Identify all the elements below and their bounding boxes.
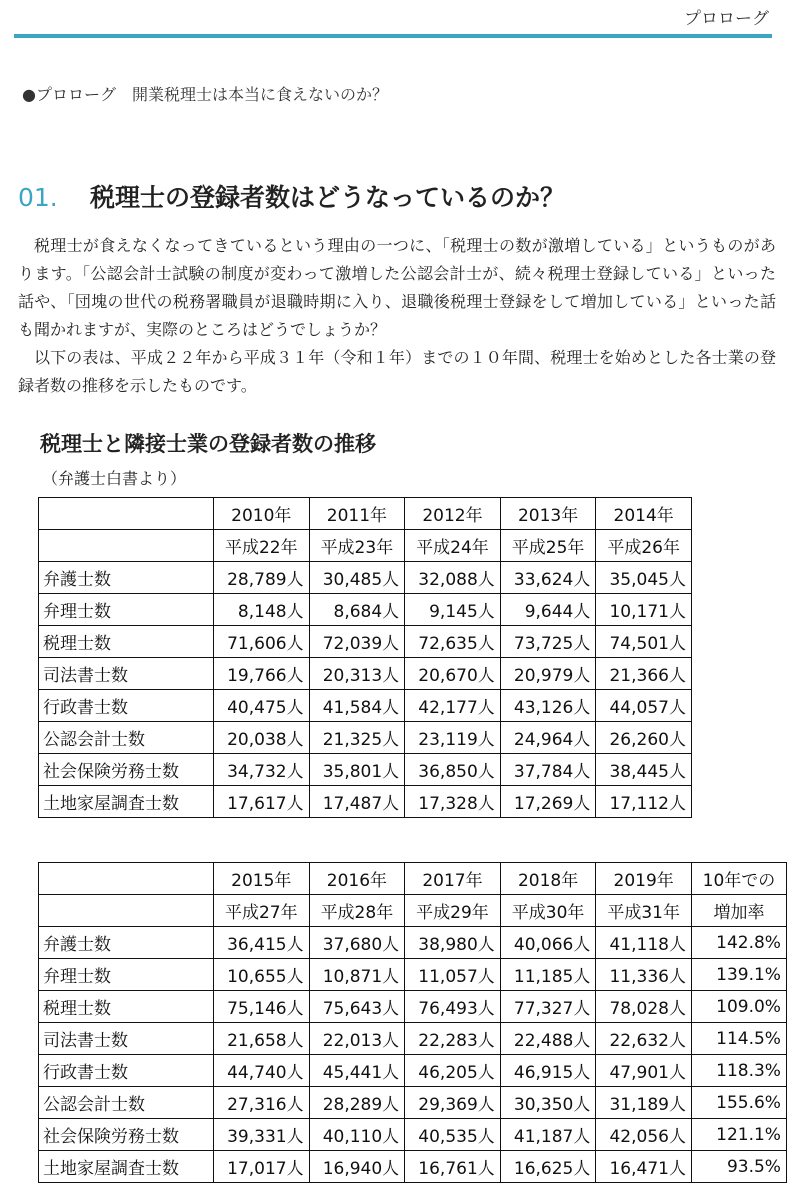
year-header-cell: 2019年 (596, 863, 692, 895)
table-row (39, 690, 692, 722)
section-number: 01. (18, 183, 58, 212)
year-header-cell: 2014年 (596, 498, 692, 530)
table-cell: 38,980人 (405, 927, 501, 959)
table-cell: 30,485人 (309, 562, 405, 594)
table-cell: 44,057人 (596, 690, 692, 722)
table-row (39, 658, 692, 690)
table-cell: 11,336人 (596, 959, 692, 991)
rate-header-cell: 増加率 (691, 895, 786, 927)
table-cell: 22,283人 (405, 1023, 501, 1055)
table-cell: 9,145人 (405, 594, 501, 626)
table-cell: 17,328人 (405, 786, 501, 818)
table-cell: 46,915人 (500, 1055, 596, 1087)
table-cell: 22,632人 (596, 1023, 692, 1055)
table-cell: 11,185人 (500, 959, 596, 991)
year-header-cell: 2017年 (405, 863, 501, 895)
table-cell: 75,146人 (214, 991, 310, 1023)
table-row (39, 626, 692, 658)
era-header-cell: 平成23年 (309, 530, 405, 562)
table-cell: 75,643人 (309, 991, 405, 1023)
year-header-cell: 2013年 (500, 498, 596, 530)
table-cell: 22,013人 (309, 1023, 405, 1055)
table-cell: 71,606人 (214, 626, 310, 658)
header-corner-cell (39, 530, 214, 562)
table-cell: 42,177人 (405, 690, 501, 722)
table-cell: 76,493人 (405, 991, 501, 1023)
table-cell: 72,635人 (405, 626, 501, 658)
table-row (39, 1151, 787, 1183)
table-cell: 30,350人 (500, 1087, 596, 1119)
table-cell: 11,057人 (405, 959, 501, 991)
table-cell: 16,625人 (500, 1151, 596, 1183)
header-divider (14, 34, 772, 38)
registrants-table-2010-2014 (38, 497, 692, 818)
table-cell: 21,325人 (309, 722, 405, 754)
table-cell: 16,761人 (405, 1151, 501, 1183)
row-label: 土地家屋調査士数 (39, 1151, 214, 1183)
table-cell: 33,624人 (500, 562, 596, 594)
table-cell: 45,441人 (309, 1055, 405, 1087)
year-header-cell: 2011年 (309, 498, 405, 530)
row-label: 弁理士数 (39, 594, 214, 626)
table-cell: 17,112人 (596, 786, 692, 818)
table-cell: 23,119人 (405, 722, 501, 754)
era-header-row (39, 530, 692, 562)
table-cell: 36,415人 (214, 927, 310, 959)
table-cell: 20,313人 (309, 658, 405, 690)
table-cell: 44,740人 (214, 1055, 310, 1087)
table-title: 税理士と隣接士業の登録者数の推移 (40, 432, 376, 456)
era-header-cell: 平成27年 (214, 895, 310, 927)
row-label: 税理士数 (39, 991, 214, 1023)
table-row (39, 1119, 787, 1151)
row-label: 行政書士数 (39, 1055, 214, 1087)
table-cell: 17,017人 (214, 1151, 310, 1183)
table-cell: 24,964人 (500, 722, 596, 754)
header-label: プロローグ (684, 9, 769, 29)
table-cell: 73,725人 (500, 626, 596, 658)
era-header-cell: 平成26年 (596, 530, 692, 562)
row-label: 司法書士数 (39, 658, 214, 690)
table-cell: 8,148人 (214, 594, 310, 626)
table-cell: 10,171人 (596, 594, 692, 626)
table-row (39, 594, 692, 626)
table-cell: 34,732人 (214, 754, 310, 786)
section-title: 税理士の登録者数はどうなっているのか？ (90, 183, 566, 212)
header-corner-cell (39, 498, 214, 530)
rate-cell: 118.3% (691, 1055, 786, 1087)
era-header-cell: 平成25年 (500, 530, 596, 562)
header-corner-cell (39, 863, 214, 895)
paragraph: 以下の表は、平成２２年から平成３１年（令和１年）までの１０年間、税理士を始めとした各士業の登録者数の推移を示したものです。 (18, 348, 776, 395)
table-cell: 41,584人 (309, 690, 405, 722)
table-row (39, 959, 787, 991)
table-cell: 40,535人 (405, 1119, 501, 1151)
row-label: 弁護士数 (39, 562, 214, 594)
rate-cell: 142.8% (691, 927, 786, 959)
year-header-cell: 2010年 (214, 498, 310, 530)
table-cell: 41,187人 (500, 1119, 596, 1151)
table-cell: 20,979人 (500, 658, 596, 690)
table-cell: 17,269人 (500, 786, 596, 818)
year-header-row (39, 498, 692, 530)
era-header-row (39, 895, 787, 927)
year-header-cell: 2012年 (405, 498, 501, 530)
table-cell: 46,205人 (405, 1055, 501, 1087)
table-cell: 37,680人 (309, 927, 405, 959)
table-cell: 41,118人 (596, 927, 692, 959)
table-cell: 78,028人 (596, 991, 692, 1023)
era-header-cell: 平成22年 (214, 530, 310, 562)
era-header-cell: 平成30年 (500, 895, 596, 927)
table-cell: 42,056人 (596, 1119, 692, 1151)
table-cell: 22,488人 (500, 1023, 596, 1055)
year-header-cell: 2015年 (214, 863, 310, 895)
table-cell: 9,644人 (500, 594, 596, 626)
table-cell: 28,289人 (309, 1087, 405, 1119)
table-row (39, 722, 692, 754)
table-cell: 39,331人 (214, 1119, 310, 1151)
year-header-cell: 2018年 (500, 863, 596, 895)
era-header-cell: 平成28年 (309, 895, 405, 927)
table-cell: 36,850人 (405, 754, 501, 786)
table-cell: 35,045人 (596, 562, 692, 594)
prologue-subtitle: ●プロローグ 開業税理士は本当に食えないのか？ (22, 85, 388, 104)
row-label: 社会保険労務士数 (39, 1119, 214, 1151)
rate-cell: 109.0% (691, 991, 786, 1023)
table-cell: 20,670人 (405, 658, 501, 690)
table-cell: 21,366人 (596, 658, 692, 690)
table-cell: 19,766人 (214, 658, 310, 690)
table-row (39, 562, 692, 594)
row-label: 司法書士数 (39, 1023, 214, 1055)
table-cell: 31,189人 (596, 1087, 692, 1119)
rate-header-cell: 10年での (691, 863, 786, 895)
section-heading (18, 178, 565, 214)
row-label: 公認会計士数 (39, 722, 214, 754)
table-row (39, 1087, 787, 1119)
table-row (39, 754, 692, 786)
rate-cell: 114.5% (691, 1023, 786, 1055)
header-corner-cell (39, 895, 214, 927)
table-cell: 77,327人 (500, 991, 596, 1023)
table-cell: 47,901人 (596, 1055, 692, 1087)
table-cell: 20,038人 (214, 722, 310, 754)
table-cell: 8,684人 (309, 594, 405, 626)
era-header-cell: 平成31年 (596, 895, 692, 927)
table-cell: 74,501人 (596, 626, 692, 658)
year-header-cell: 2016年 (309, 863, 405, 895)
rate-cell: 139.1% (691, 959, 786, 991)
row-label: 弁理士数 (39, 959, 214, 991)
table-cell: 40,066人 (500, 927, 596, 959)
year-header-row (39, 863, 787, 895)
table-cell: 72,039人 (309, 626, 405, 658)
rate-cell: 121.1% (691, 1119, 786, 1151)
table-source: （弁護士白書より） (42, 469, 187, 488)
table-cell: 40,475人 (214, 690, 310, 722)
table-cell: 27,316人 (214, 1087, 310, 1119)
row-label: 弁護士数 (39, 927, 214, 959)
era-header-cell: 平成24年 (405, 530, 501, 562)
table-cell: 16,471人 (596, 1151, 692, 1183)
row-label: 社会保険労務士数 (39, 754, 214, 786)
table-row (39, 927, 787, 959)
table-cell: 29,369人 (405, 1087, 501, 1119)
table-row (39, 991, 787, 1023)
table-row (39, 1055, 787, 1087)
era-header-cell: 平成29年 (405, 895, 501, 927)
row-label: 公認会計士数 (39, 1087, 214, 1119)
row-label: 土地家屋調査士数 (39, 786, 214, 818)
table-cell: 10,871人 (309, 959, 405, 991)
registrants-table-2015-2019 (38, 862, 787, 1183)
table-cell: 16,940人 (309, 1151, 405, 1183)
table-cell: 35,801人 (309, 754, 405, 786)
row-label: 税理士数 (39, 626, 214, 658)
body-text (18, 232, 776, 400)
table-cell: 28,789人 (214, 562, 310, 594)
table-row (39, 786, 692, 818)
rate-cell: 155.6% (691, 1087, 786, 1119)
table-cell: 17,487人 (309, 786, 405, 818)
table-cell: 10,655人 (214, 959, 310, 991)
table-cell: 38,445人 (596, 754, 692, 786)
table-row (39, 1023, 787, 1055)
table-cell: 17,617人 (214, 786, 310, 818)
rate-cell: 93.5% (691, 1151, 786, 1183)
table-cell: 37,784人 (500, 754, 596, 786)
table-cell: 32,088人 (405, 562, 501, 594)
table-cell: 21,658人 (214, 1023, 310, 1055)
table-cell: 26,260人 (596, 722, 692, 754)
paragraph: 税理士が食えなくなってきているという理由の一つに、「税理士の数が激増している」というものがあります。「公認会計士試験の制度が変わって激増した公認会計士が、続々税理士登録している」といった話や、「団塊の世代の税務署職員が退職時期に入り、退職後税理士登録をして増加している」といった話も聞かれますが、実際のところはどうでしょうか？ (18, 236, 776, 339)
row-label: 行政書士数 (39, 690, 214, 722)
table-cell: 43,126人 (500, 690, 596, 722)
table-cell: 40,110人 (309, 1119, 405, 1151)
